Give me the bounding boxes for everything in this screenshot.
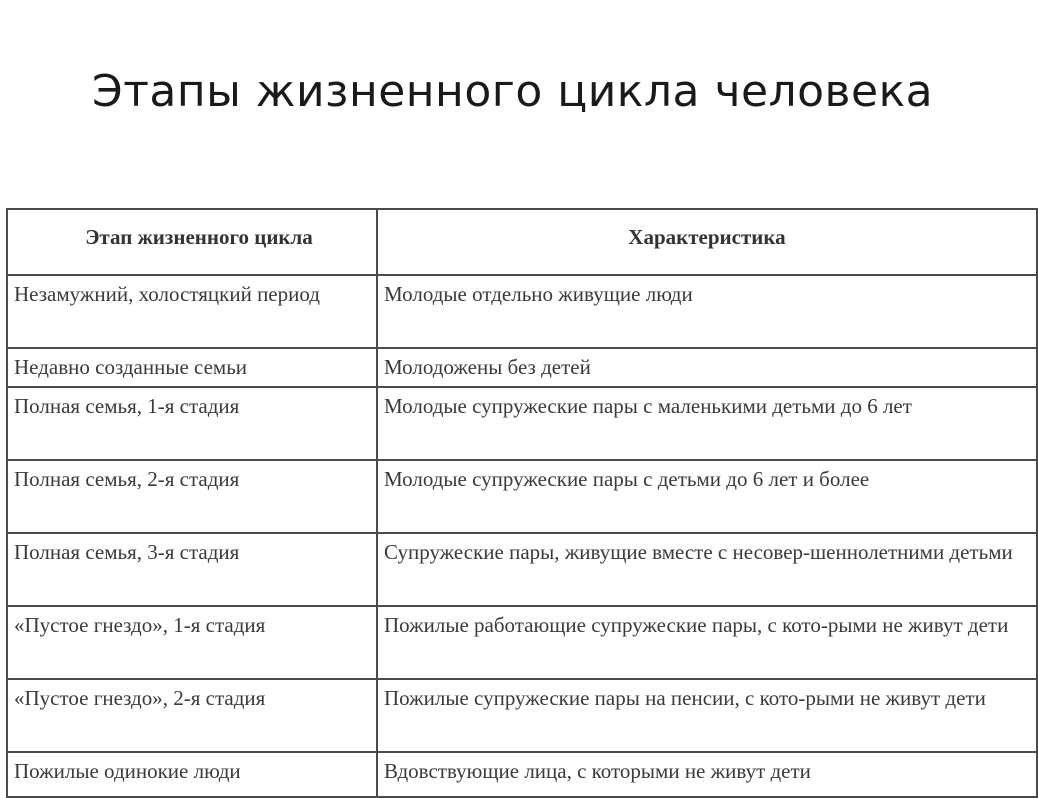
description-cell: Молодые супружеские пары с детьми до 6 лет и более bbox=[377, 460, 1037, 533]
life-cycle-table bbox=[6, 208, 1038, 798]
stage-cell: «Пустое гнездо», 1-я стадия bbox=[7, 606, 377, 679]
table-row bbox=[7, 387, 1037, 460]
description-cell: Пожилые работающие супружеские пары, с кото-рыми не живут дети bbox=[377, 606, 1037, 679]
description-cell: Пожилые супружеские пары на пенсии, с кото-рыми не живут дети bbox=[377, 679, 1037, 752]
table-row bbox=[7, 533, 1037, 606]
table-row bbox=[7, 679, 1037, 752]
table-row bbox=[7, 348, 1037, 387]
stage-cell: Недавно созданные семьи bbox=[7, 348, 377, 387]
stage-cell: Полная семья, 3-я стадия bbox=[7, 533, 377, 606]
slide-title: Этапы жизненного цикла человека bbox=[92, 66, 934, 117]
stage-cell: Полная семья, 2-я стадия bbox=[7, 460, 377, 533]
header-description: Характеристика bbox=[377, 209, 1037, 275]
table-row bbox=[7, 460, 1037, 533]
table-row bbox=[7, 752, 1037, 797]
description-cell: Супружеские пары, живущие вместе с несовер-шеннолетними детьми bbox=[377, 533, 1037, 606]
description-cell: Молодые супружеские пары с маленькими детьми до 6 лет bbox=[377, 387, 1037, 460]
table-row bbox=[7, 275, 1037, 348]
description-cell: Молодожены без детей bbox=[377, 348, 1037, 387]
stage-cell: Незамужний, холостяцкий период bbox=[7, 275, 377, 348]
stage-cell: Полная семья, 1-я стадия bbox=[7, 387, 377, 460]
description-cell: Вдовствующие лица, с которыми не живут дети bbox=[377, 752, 1037, 797]
table-header-row bbox=[7, 209, 1037, 275]
life-cycle-table-container bbox=[6, 208, 1036, 798]
stage-cell: «Пустое гнездо», 2-я стадия bbox=[7, 679, 377, 752]
table-row bbox=[7, 606, 1037, 679]
header-stage: Этап жизненного цикла bbox=[7, 209, 377, 275]
stage-cell: Пожилые одинокие люди bbox=[7, 752, 377, 797]
description-cell: Молодые отдельно живущие люди bbox=[377, 275, 1037, 348]
